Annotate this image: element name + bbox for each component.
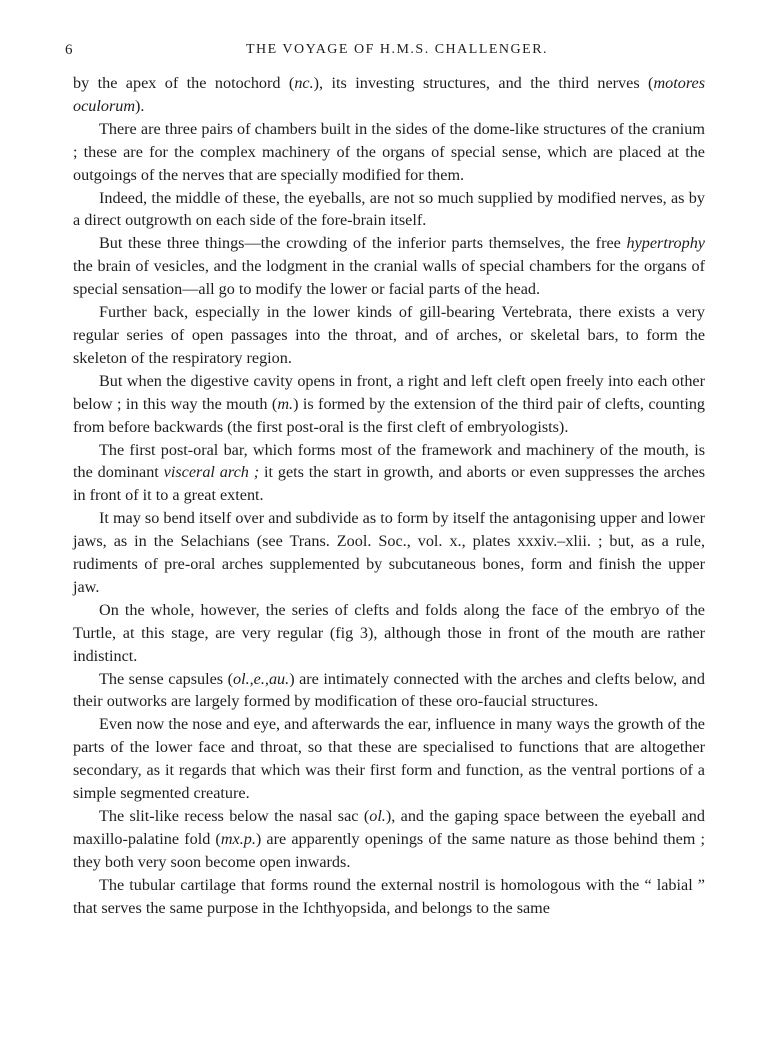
paragraph: [73, 232, 705, 301]
text-run: It may so bend itself over and subdivide as to form by itself the antagonising upper and lower jaws, as in the Selachians (see Trans. Zool. Soc., vol. x., plates xxxiv.–xlii. ; but, as a rule, rudiments of pre-oral arches supplemented by subcutaneous bones, form and finish the upper jaw.: [73, 509, 705, 596]
paragraph: [73, 439, 705, 508]
text-run: The slit-like recess below the nasal sac (: [99, 807, 370, 825]
text-run: On the whole, however, the series of clefts and folds along the face of the embryo of the Turtle, at this stage, are very regular (fig 3), although those in front of the mouth are rather indistinct.: [73, 600, 705, 665]
body-text: [73, 72, 705, 920]
text-run: by the apex of the notochord (: [73, 74, 295, 92]
text-run: The tubular cartilage that forms round the external nostril is homologous with the “ labial ” that serves the same purpose in the Ichthyopsida, and belongs to the same: [73, 875, 705, 917]
text-run: the brain of vesicles, and the lodgment in the cranial walls of special chambers for the organs of special sensation—all go to modify the lower or facial parts of the head.: [73, 257, 705, 299]
paragraph: [73, 507, 705, 599]
text-run: Even now the nose and eye, and afterwards the ear, influence in many ways the growth of the parts of the lower face and throat, so that these are specialised to functions that are altogether secondary, as it regards that which was their first form and function, as the ventral portions of a simple segmented creature.: [73, 715, 705, 803]
paragraph: [73, 874, 705, 920]
italic-text: mx.p.: [220, 829, 256, 848]
paragraph: [73, 72, 705, 118]
italic-text: m.: [277, 394, 294, 413]
text-run: ).: [135, 96, 145, 115]
running-title: THE VOYAGE OF H.M.S. CHALLENGER.: [245, 42, 549, 57]
italic-text: hypertrophy: [626, 234, 705, 253]
italic-text: motores oculorum: [73, 74, 705, 115]
text-run: ), and the gaping space between the eyeball and maxillo-palatine fold (: [73, 807, 705, 848]
page-number: 6: [65, 42, 73, 58]
paragraph: [73, 118, 705, 187]
italic-text: ol.: [369, 807, 386, 825]
text-run: The sense capsules (: [99, 669, 233, 688]
text-run: Indeed, the middle of these, the eyeballs, are not so much supplied by modified nerves, as by a direct outgrowth on each side of the fore-brain itself.: [73, 188, 705, 230]
italic-text: visceral arch ;: [163, 463, 260, 482]
book-page: [65, 42, 706, 920]
italic-text: ol.,e.,au.: [233, 669, 290, 688]
paragraph: [73, 599, 705, 668]
running-head: [65, 42, 705, 72]
text-run: The first post-oral bar, which forms most of the framework and machinery of the mouth, is the dominant: [73, 440, 705, 482]
paragraph: [73, 668, 705, 714]
paragraph: [73, 370, 705, 439]
text-run: Further back, especially in the lower kinds of gill-bearing Vertebrata, there exists a very regular series of open passages into the throat, and of arches, or skeletal bars, to form the skeleton of the respiratory region.: [73, 303, 705, 367]
text-run: But when the digestive cavity opens in front, a right and left cleft open freely into each other below ; in this way the mouth (: [73, 371, 705, 413]
paragraph: [73, 713, 705, 805]
text-run: ), its investing structures, and the third nerves (: [313, 74, 654, 92]
paragraph: [73, 301, 705, 370]
text-run: There are three pairs of chambers built in the sides of the dome-like structures of the cranium ; these are for the complex machinery of the organs of special sense, which are placed at the outgoings of the nerves that are specially modified for them.: [73, 119, 705, 184]
text-run: it gets the start in growth, and aborts or even suppresses the arches in front of it to a great extent.: [73, 463, 705, 505]
text-run: ) are apparently openings of the same nature as those behind them ; they both very soon become open inwards.: [73, 829, 705, 871]
text-run: ) are intimately connected with the arches and clefts below, and their outworks are largely formed by modification of these oro-faucial structures.: [73, 669, 705, 711]
italic-text: nc.: [294, 74, 314, 92]
paragraph: [73, 187, 705, 233]
text-run: ) is formed by the extension of the third pair of clefts, counting from before backwards (the first post-oral is the first cleft of embryologists).: [73, 394, 706, 436]
text-run: But these three things—the crowding of the inferior parts themselves, the free: [99, 234, 627, 253]
paragraph: [73, 805, 705, 874]
